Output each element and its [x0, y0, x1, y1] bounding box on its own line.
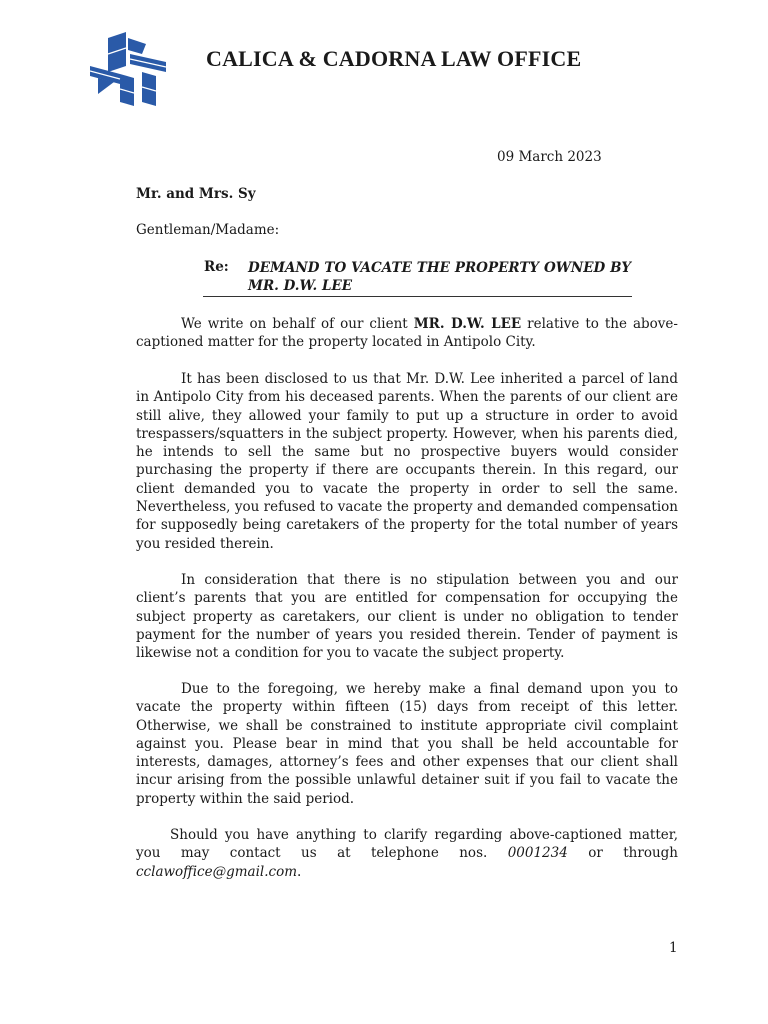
page-number: 1: [669, 940, 678, 956]
re-underline: [203, 296, 632, 297]
addressee: Mr. and Mrs. Sy: [136, 186, 256, 202]
paragraph-3: [136, 571, 678, 662]
paragraph-5-text-c: .: [297, 863, 302, 880]
paragraph-5-text-b: or through: [567, 845, 678, 862]
re-subject: DEMAND TO VACATE THE PROPERTY OWNED BY MR. D.W. LEE: [248, 260, 631, 294]
paragraph-1: [136, 315, 678, 352]
client-name: MR. D.W. LEE: [413, 316, 522, 332]
salutation: Gentleman/Madame:: [136, 222, 280, 238]
re-label: Re:: [204, 259, 229, 275]
paragraph-5: [136, 826, 678, 881]
firm-name: CALICA & CADORNA LAW OFFICE: [206, 46, 582, 71]
paragraph-4: [136, 680, 678, 808]
logo-shapes: [90, 32, 166, 106]
paragraph-1-text-a: We write on behalf of our client: [181, 316, 414, 332]
paragraph-1-text-b: relative to the above-captioned matter for the property located in Antipolo City.: [136, 316, 678, 351]
law-office-logo-icon: [90, 32, 168, 106]
paragraph-2-text: It has been disclosed to us that Mr. D.W. Lee inherited a parcel of land in Antipolo City from his deceased parents. When the parents of our client are still alive, they allowed your family to put up a structure in order to avoid trespassers/squatters in the subject property. However, when his parents died, he intends to sell the same but no prospective buyers would consider purchasing the property if there are occupants therein. In this regard, our client demanded you to vacate the property in order to sell the same. Nevertheless, you refused to vacate the property and demanded compensation for supposedly being caretakers of the property for the total number of years you resided therein.: [136, 371, 678, 552]
paragraph-4-text: Due to the foregoing, we hereby make a final demand upon you to vacate the property within fifteen (15) days from receipt of this letter. Otherwise, we shall be constrained to institute appropriate civil complaint against you. Please bear in mind that you shall be held accountable for interests, damages, attorney’s fees and other expenses that our client shall incur arising from the possible unlawful detainer suit if you fail to vacate the property within the said period.: [136, 681, 678, 807]
paragraph-5-text-a: Should you have anything to clarify regarding above-captioned matter, you may contact us at telephone nos.: [136, 827, 678, 862]
letter-date: 09 March 2023: [497, 149, 602, 165]
phone-number: 0001234: [507, 845, 568, 862]
email-address: cclawoffice@gmail.com: [136, 863, 298, 880]
paragraph-2: [136, 370, 678, 553]
paragraph-3-text: In consideration that there is no stipulation between you and our client’s parents that you are entitled for compensation for occupying the subject property as caretakers, our client is under no obligation to tender payment for the number of years you resided therein. Tender of payment is likewise not a condition for you to vacate the subject property.: [136, 572, 678, 662]
